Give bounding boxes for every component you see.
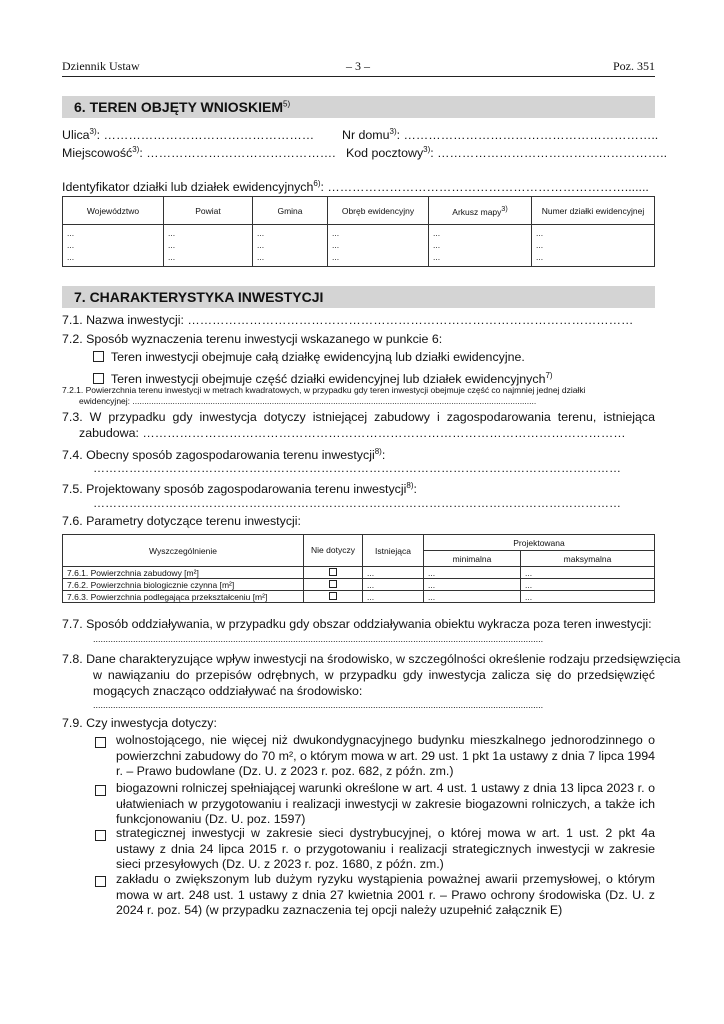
item-7-3-line1: 7.3. W przypadku gdy inwestycja dotyczy istniejącej zabudowy i zagospodarowania terenu, istniejąca bbox=[62, 410, 655, 424]
section-6-title: 6. TEREN OBJĘTY WNIOSKIEM bbox=[74, 99, 283, 115]
col-maximum: maksymalna bbox=[521, 551, 655, 567]
item-7-8-line2: w nawiązaniu do przepisów odrębnych, w przypadku gdy inwestycja zalicza się do przedsięwzięć bbox=[93, 668, 655, 682]
item-7-5-answer[interactable]: …………………………………………………………………………………………………………………… bbox=[93, 496, 621, 510]
street-footnote: 3) bbox=[89, 127, 97, 136]
map-sheet-label: Arkusz mapy bbox=[452, 206, 502, 217]
item-7-4-label: 7.4. Obecny sposób zagospodarowania terenu inwestycji bbox=[62, 448, 375, 463]
cell-line: ... bbox=[536, 240, 544, 250]
option-single-family-house: wolnostojącego, nie więcej niż dwukondygnacyjnego budynku mieszkalnego jednorodzinnego o powierzchni zabudowy do 70 m², o którym mowa w art. 29 ust. 1 pkt 1a ustawy z dnia 7 lipca 1994 r. – Prawo budowlane (Dz. U. z 2023 r. poz. 682, z późn. zm.) bbox=[116, 733, 655, 778]
parcel-id-dots: : ………………………………………………………………....... bbox=[320, 180, 649, 195]
cell-line: ... bbox=[67, 252, 75, 262]
locality-label: Miejscowość bbox=[62, 146, 133, 161]
item-7-1[interactable]: 7.1. Nazwa inwestycji: ……………………………………………………………………………………………… bbox=[62, 313, 634, 327]
option-distribution-network: strategicznej inwestycji w zakresie sieci dystrybucyjnej, o której mowa w art. 1 ust. 2 pkt 4a ustawy z dnia 24 lipca 2015 r. o przygotowaniu i realizacji strategicznych inwestycji w zakresie sieci przesyłowych (Dz. U. z 2023 r. poz. 1680, z późn. zm.) bbox=[116, 826, 655, 871]
section-7-header bbox=[62, 286, 655, 308]
postal-code-field[interactable] bbox=[346, 142, 667, 161]
minimum-cell[interactable]: ... bbox=[424, 591, 521, 603]
checkbox[interactable] bbox=[329, 568, 337, 576]
table-cell[interactable] bbox=[429, 225, 532, 267]
cell-line: ... bbox=[536, 252, 544, 262]
cell-line: ... bbox=[168, 252, 176, 262]
locality-field[interactable] bbox=[62, 142, 336, 161]
street-label: Ulica bbox=[62, 128, 90, 143]
existing-cell[interactable]: ... bbox=[363, 591, 424, 603]
header-rule bbox=[62, 76, 655, 77]
col-voivodeship: Województwo bbox=[63, 197, 164, 225]
table-cell[interactable] bbox=[63, 225, 164, 267]
col-precinct: Obręb ewidencyjny bbox=[328, 197, 429, 225]
col-existing: Istniejąca bbox=[363, 535, 424, 567]
item-7-4-footnote: 8) bbox=[374, 447, 382, 456]
item-7-7: 7.7. Sposób oddziaływania, w przypadku gdy obszar oddziaływania obiektu wykracza poza teren inwestycji: bbox=[62, 617, 652, 631]
option-label: Teren inwestycji obejmuje część działki ewidencyjnej lub działek ewidencyjnych bbox=[110, 372, 546, 387]
section-6-header bbox=[62, 96, 655, 118]
checkbox-single-family-house[interactable] bbox=[95, 737, 106, 748]
col-planned: Projektowana bbox=[424, 535, 655, 551]
cell-line: ... bbox=[257, 240, 265, 250]
item-7-5-footnote: 8) bbox=[406, 481, 414, 490]
checkbox-distribution-network[interactable] bbox=[95, 830, 106, 841]
street-dots: : …………………………………………… bbox=[96, 128, 315, 143]
parcel-id-footnote: 6) bbox=[313, 179, 321, 188]
not-applicable-cell[interactable] bbox=[304, 579, 363, 591]
row-label: 7.6.1. Powierzchnia zabudowy [m²] bbox=[63, 567, 304, 579]
item-7-9: 7.9. Czy inwestycja dotyczy: bbox=[62, 716, 217, 730]
maximum-cell[interactable]: ... bbox=[521, 567, 655, 579]
minimum-cell[interactable]: ... bbox=[424, 567, 521, 579]
locality-footnote: 3) bbox=[132, 145, 140, 154]
cell-line: ... bbox=[433, 240, 441, 250]
item-7-2-1-line1: 7.2.1. Powierzchnia terenu inwestycji w metrach kwadratowych, w przypadku gdy teren inwestycji obejmuje część co najmniej jednej działki bbox=[62, 385, 586, 395]
table-cell[interactable] bbox=[532, 225, 655, 267]
cell-line: ... bbox=[433, 228, 441, 238]
position-number: Poz. 351 bbox=[613, 59, 655, 73]
parcel-table bbox=[62, 196, 655, 267]
row-label: 7.6.3. Powierzchnia podlegająca przekształceniu [m²] bbox=[63, 591, 304, 603]
item-7-2: 7.2. Sposób wyznaczenia terenu inwestycji wskazanego w punkcie 6: bbox=[62, 332, 443, 346]
not-applicable-cell[interactable] bbox=[304, 591, 363, 603]
checkbox-industrial-accident-risk[interactable] bbox=[95, 876, 106, 887]
item-7-5-label: 7.5. Projektowany sposób zagospodarowania terenu inwestycji bbox=[62, 482, 407, 497]
parcel-id-field[interactable] bbox=[62, 176, 649, 195]
table-row bbox=[63, 591, 655, 603]
checkbox-biogas-plant[interactable] bbox=[95, 785, 106, 796]
col-description: Wyszczególnienie bbox=[63, 535, 304, 567]
cell-line: ... bbox=[67, 228, 75, 238]
house-number-label: Nr domu bbox=[342, 128, 390, 143]
section-6-footnote: 5) bbox=[283, 99, 291, 109]
item-7-8-answer[interactable]: .................................................................................................................................................................................... bbox=[93, 700, 544, 710]
item-7-6: 7.6. Parametry dotyczące terenu inwestycji: bbox=[62, 514, 301, 528]
minimum-cell[interactable]: ... bbox=[424, 579, 521, 591]
item-7-8-line1: 7.8. Dane charakteryzujące wpływ inwestycji na środowisko, w szczególności określenie rodzaju przedsięwzięcia bbox=[62, 652, 681, 666]
map-sheet-footnote: 3) bbox=[501, 204, 508, 213]
cell-line: ... bbox=[168, 240, 176, 250]
col-map-sheet bbox=[429, 197, 532, 225]
cell-line: ... bbox=[332, 240, 340, 250]
checkbox[interactable] bbox=[329, 580, 337, 588]
option-label: Teren inwestycji obejmuje całą działkę ewidencyjną lub działki ewidencyjne. bbox=[110, 350, 525, 364]
table-cell[interactable] bbox=[328, 225, 429, 267]
not-applicable-cell[interactable] bbox=[304, 567, 363, 579]
item-7-7-answer[interactable]: .................................................................................................................................................................................... bbox=[93, 634, 544, 644]
cell-line: ... bbox=[433, 252, 441, 262]
cell-line: ... bbox=[257, 252, 265, 262]
maximum-cell[interactable]: ... bbox=[521, 591, 655, 603]
house-number-dots: : …………………………………………………….. bbox=[396, 128, 659, 143]
journal-name: Dziennik Ustaw bbox=[62, 59, 140, 73]
existing-cell[interactable]: ... bbox=[363, 579, 424, 591]
col-not-applicable: Nie dotyczy bbox=[304, 535, 363, 567]
postal-code-label: Kod pocztowy bbox=[346, 146, 424, 161]
table-cell[interactable] bbox=[253, 225, 328, 267]
locality-dots: : ………………………………………. bbox=[139, 146, 336, 161]
table-cell[interactable] bbox=[164, 225, 253, 267]
table-row bbox=[63, 579, 655, 591]
col-minimum: minimalna bbox=[424, 551, 521, 567]
parameters-table bbox=[62, 534, 655, 603]
item-7-4-answer[interactable]: …………………………………………………………………………………………………………………… bbox=[93, 461, 621, 475]
postal-code-footnote: 3) bbox=[423, 145, 431, 154]
option-footnote: 7) bbox=[545, 371, 553, 380]
maximum-cell[interactable]: ... bbox=[521, 579, 655, 591]
row-label: 7.6.2. Powierzchnia biologicznie czynna [m²] bbox=[63, 579, 304, 591]
cell-line: ... bbox=[332, 252, 340, 262]
item-7-4: 7.4. Obecny sposób zagospodarowania terenu inwestycji$^{8)}$: bbox=[62, 447, 386, 463]
col-county: Powiat bbox=[164, 197, 253, 225]
checkbox[interactable] bbox=[329, 592, 337, 600]
parcel-id-label: Identyfikator działki lub działek ewidencyjnych bbox=[62, 180, 314, 195]
checkbox[interactable] bbox=[93, 351, 104, 362]
page-number: – 3 – bbox=[346, 59, 370, 73]
option-industrial-accident-risk: zakładu o zwiększonym lub dużym ryzyku wystąpienia poważnej awarii przemysłowej, o którym mowa w art. 248 ust. 1 ustawy z dnia 27 kwietnia 2001 r. – Prawo ochrony środowiska (Dz. U. z 2024 r. poz. 54) (w przypadku zaznaczenia tej opcji należy uzupełnić załącznik E) bbox=[116, 872, 655, 917]
option-whole-parcel[interactable] bbox=[93, 350, 525, 365]
item-7-5: 7.5. Projektowany sposób zagospodarowania terenu inwestycji$^{8)}$: bbox=[62, 481, 417, 497]
cell-line: ... bbox=[67, 240, 75, 250]
cell-line: ... bbox=[536, 228, 544, 238]
street-field[interactable] bbox=[62, 124, 314, 143]
section-7-title: 7. CHARAKTERYSTYKA INWESTYCJI bbox=[74, 289, 324, 305]
col-commune: Gmina bbox=[253, 197, 328, 225]
col-parcel-number: Numer działki ewidencyjnej bbox=[532, 197, 655, 225]
table-row bbox=[63, 567, 655, 579]
item-7-3-line2[interactable]: zabudowa: ……………………………………………………………………………………………………… bbox=[79, 426, 626, 440]
house-number-footnote: 3) bbox=[389, 127, 397, 136]
item-7-2-1-line2[interactable]: ewidencyjnej: ........................................................................................................................................................................... bbox=[79, 396, 537, 406]
cell-line: ... bbox=[332, 228, 340, 238]
cell-line: ... bbox=[168, 228, 176, 238]
cell-line: ... bbox=[257, 228, 265, 238]
checkbox[interactable] bbox=[93, 373, 104, 384]
option-biogas-plant: biogazowni rolniczej spełniającej warunki określone w art. 4 ust. 1 ustawy z dnia 13 lipca 2023 r. o ułatwieniach w przygotowaniu i realizacji inwestycji w zakresie biogazowni rolniczych, a także ich funkcjonowaniu (Dz. U. poz. 1597) bbox=[116, 781, 655, 826]
item-7-8-line3: mogących znacząco oddziaływać na środowisko: bbox=[93, 684, 363, 698]
postal-code-dots: : ……………………………………………….. bbox=[430, 146, 668, 161]
existing-cell[interactable]: ... bbox=[363, 567, 424, 579]
house-number-field[interactable] bbox=[342, 124, 658, 143]
